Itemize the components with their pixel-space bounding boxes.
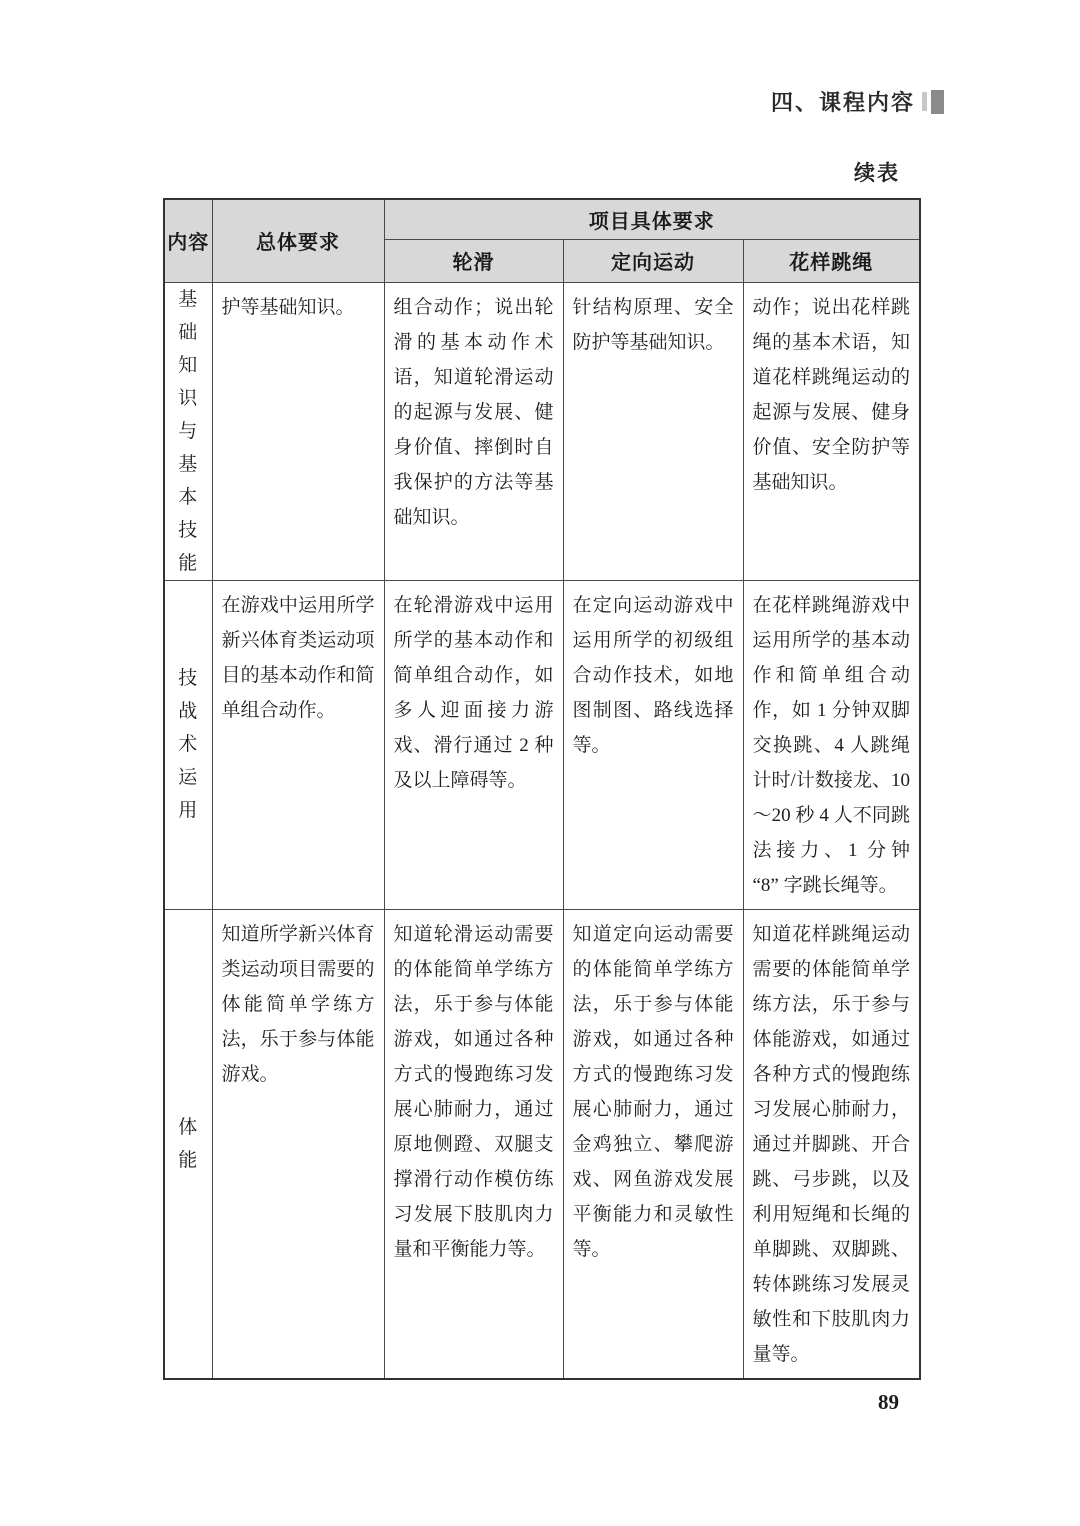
header-decoration-bars-icon: [922, 90, 944, 114]
cell-roller-skating: 知道轮滑运动需要的体能简单学练方法，乐于参与体能游戏，如通过各种方式的慢跑练习发展心肺耐力，通过原地侧蹬、双腿支撑滑行动作模仿练习发展下肢肌肉力量和平衡能力等。: [384, 909, 563, 1379]
table-row-physical-fitness: [164, 909, 920, 1379]
header-cell-rope-skipping: 花样跳绳: [743, 239, 920, 282]
header-cell-roller-skating: 轮滑: [384, 239, 563, 282]
running-header: [771, 86, 944, 117]
header-cell-orienteering: 定向运动: [563, 239, 743, 282]
decoration-bar-dark: [931, 90, 944, 114]
table-row-tactics-application: [164, 580, 920, 909]
table-header-row-1: [164, 199, 920, 239]
cell-overall-requirement: 知道所学新兴体育类运动项目需要的体能简单学练方法，乐于参与体能游戏。: [212, 909, 384, 1379]
cell-overall-requirement: 护等基础知识。: [212, 282, 384, 580]
cell-roller-skating: 组合动作；说出轮滑的基本动作术语，知道轮滑运动的起源与发展、健身价值、摔倒时自我保护的方法等基础知识。: [384, 282, 563, 580]
cell-roller-skating: 在轮滑游戏中运用所学的基本动作和简单组合动作，如多人迎面接力游戏、滑行通过 2 种及以上障碍等。: [384, 580, 563, 909]
cell-orienteering: 针结构原理、安全防护等基础知识。: [563, 282, 743, 580]
cell-rope-skipping: 在花样跳绳游戏中运用所学的基本动作和简单组合动作，如 1 分钟双脚交换跳、4 人跳绳计时/计数接龙、10～20 秒 4 人不同跳法接力、1 分钟 “8” 字跳长绳等。: [743, 580, 920, 909]
table-row-basic-knowledge: [164, 282, 920, 580]
section-title: 四、课程内容: [770, 90, 915, 115]
cell-overall-requirement: 在游戏中运用所学新兴体育类运动项目的基本动作和简单组合动作。: [212, 580, 384, 909]
cell-orienteering: 知道定向运动需要的体能简单学练方法，乐于参与体能游戏，如通过各种方式的慢跑练习发展心肺耐力，通过金鸡独立、攀爬游戏、网鱼游戏发展平衡能力和灵敏性等。: [563, 909, 743, 1379]
row-category-label: 技战术运用: [164, 580, 212, 909]
cell-orienteering: 在定向运动游戏中运用所学的初级组合动作技术，如地图制图、路线选择等。: [563, 580, 743, 909]
page-number: 89: [878, 1390, 899, 1414]
decoration-bar-light: [922, 92, 927, 111]
row-category-label: 体能: [164, 909, 212, 1379]
cell-rope-skipping: 动作；说出花样跳绳的基本术语，知道花样跳绳运动的起源与发展、健身价值、安全防护等基础知识。: [743, 282, 920, 580]
header-cell-specific-requirements: 项目具体要求: [384, 199, 920, 239]
header-cell-content: 内容: [164, 199, 212, 282]
curriculum-requirements-table: [163, 198, 921, 1380]
header-cell-overall-requirements: 总体要求: [212, 199, 384, 282]
cell-rope-skipping: 知道花样跳绳运动需要的体能简单学练方法，乐于参与体能游戏，如通过各种方式的慢跑练习发展心肺耐力，通过并脚跳、开合跳、弓步跳，以及利用短绳和长绳的单脚跳、双脚跳、转体跳练习发展灵敏性和下肢肌肉力量等。: [743, 909, 920, 1379]
continued-table-label: 续表: [854, 162, 900, 185]
row-category-label: 基础知识与基本技能: [164, 282, 212, 580]
